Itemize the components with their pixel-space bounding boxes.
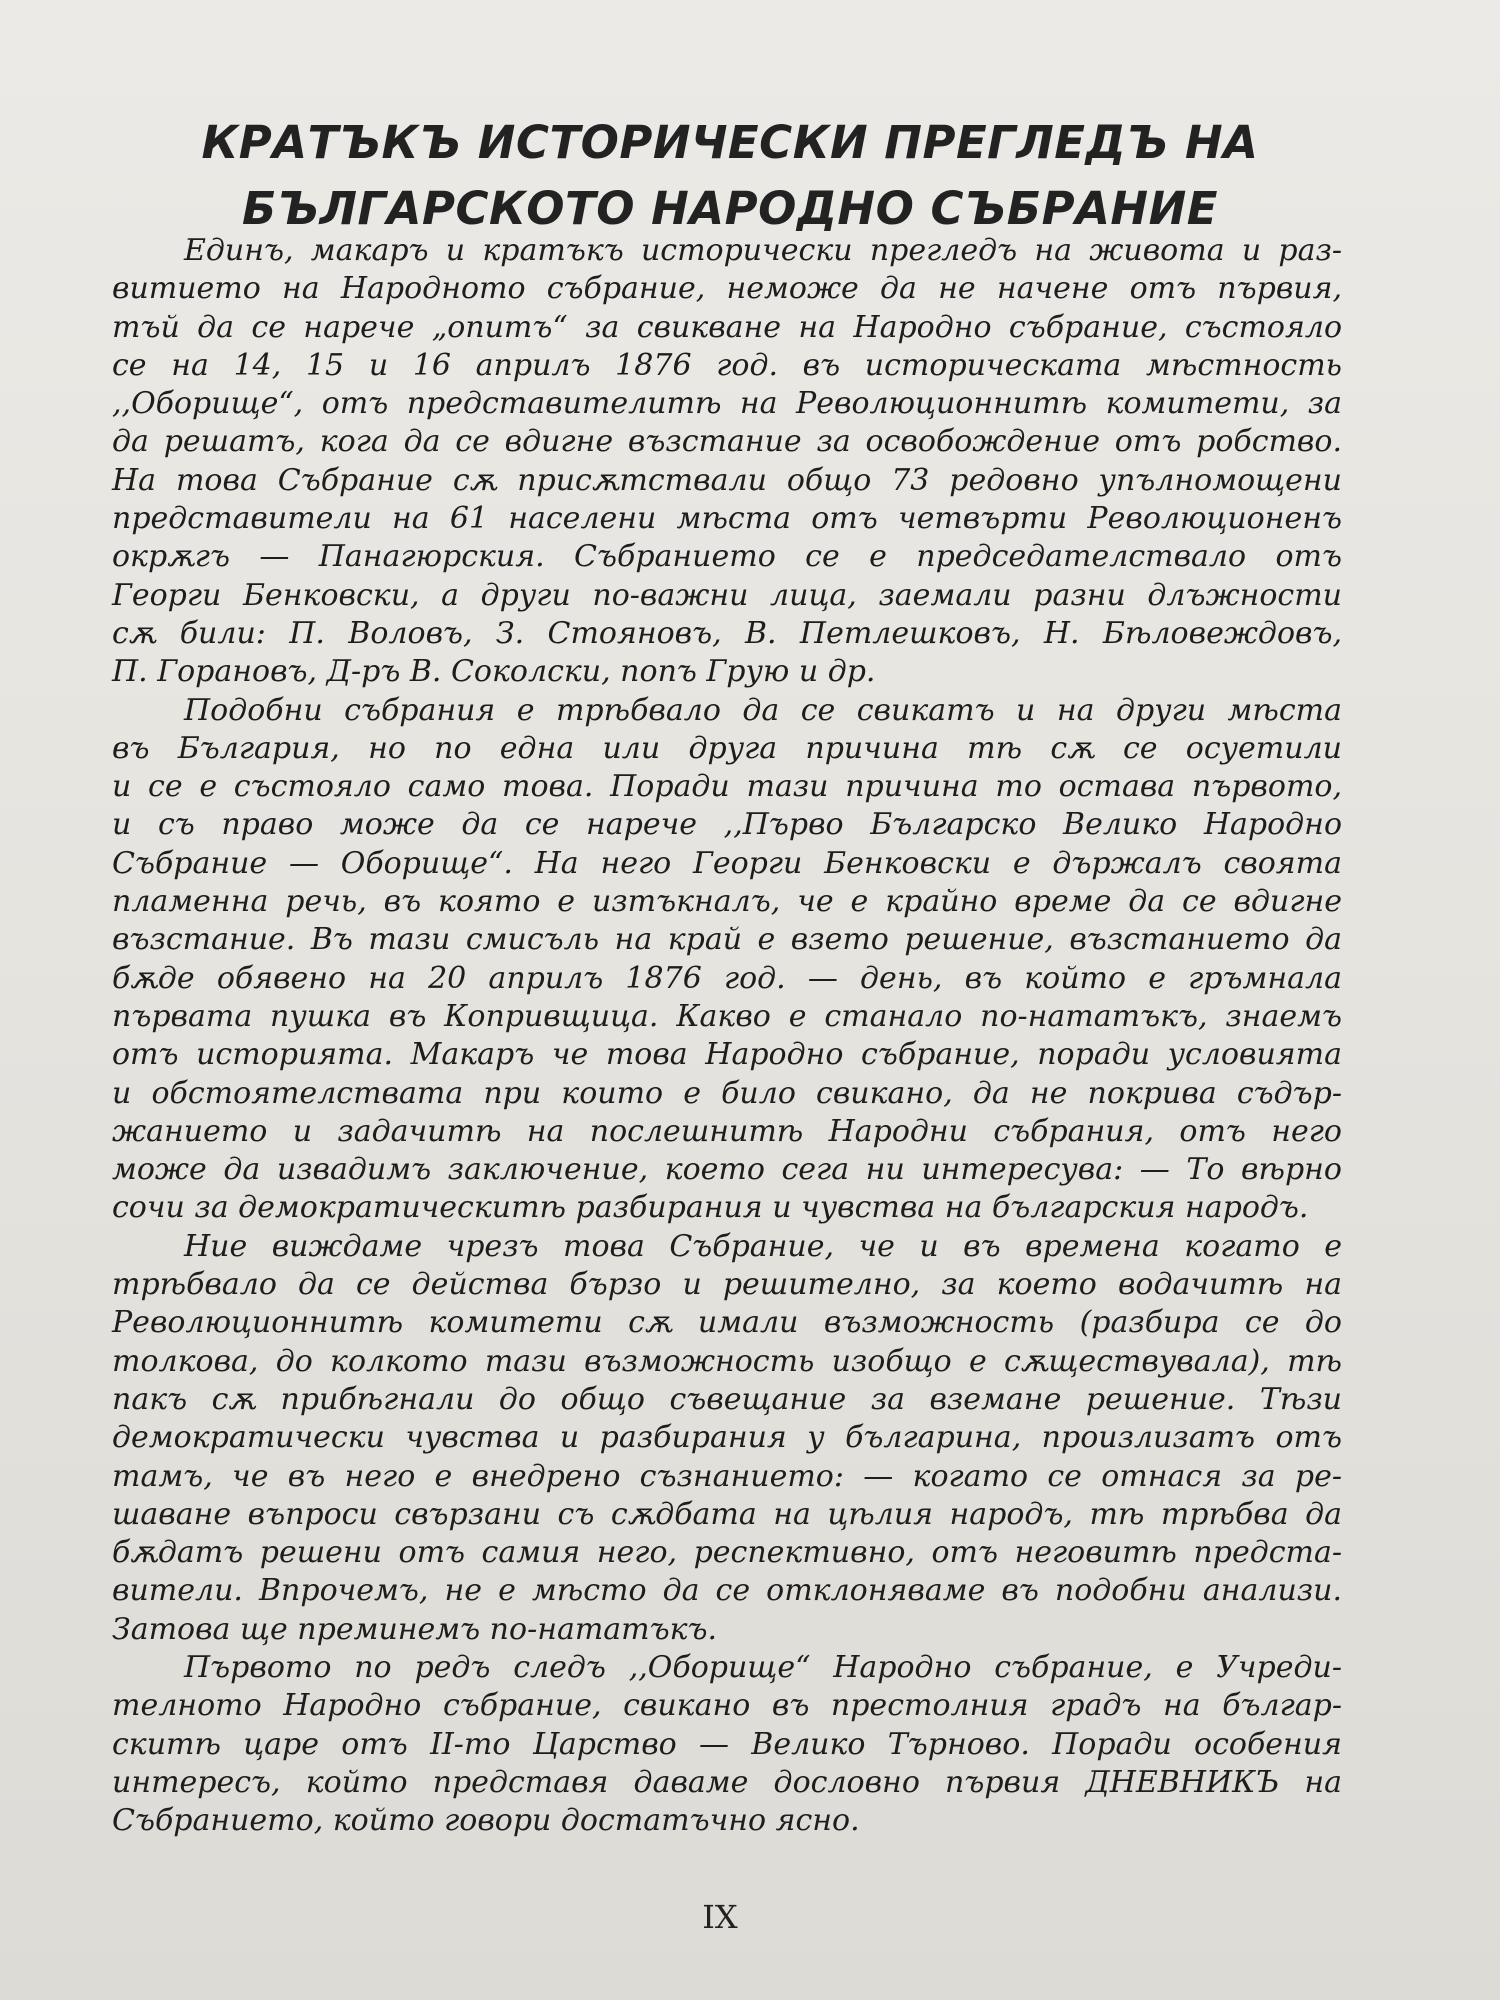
text-line: шаване въпроси свързани съ сѫдбата на цѣлия народъ, тѣ трѣбва да — [112, 1496, 1342, 1532]
paragraph-1 — [112, 232, 1342, 692]
text-line: Единъ, макаръ и кратъкъ исторически прегледъ на живота и раз- — [184, 233, 1342, 268]
text-line: представители на 61 населени мѣста отъ четвърти Революционенъ — [112, 501, 1342, 537]
text-line: Революционнитѣ комитети сѫ имали възможность (разбира се до — [112, 1305, 1342, 1341]
page-number: IX — [702, 1898, 738, 1936]
text-line: отъ историята. Макаръ че това Народно събрание, поради условията — [112, 1037, 1342, 1073]
text-line: витието на Народното събрание, неможе да не начене отъ първия, — [112, 271, 1342, 307]
paragraph-4 — [112, 1649, 1342, 1840]
text-line: бѫдатъ решени отъ самия него, респективно, отъ неговитѣ предста- — [112, 1535, 1342, 1571]
title-line-2: БЪЛГАРСКОТО НАРОДНО СЪБРАНИЕ — [242, 182, 1218, 236]
text-line: толкова, до колкото тази възможность изобщо е сѫществувала), тѣ — [112, 1343, 1342, 1379]
text-line: Георги Бенковски, а други по-важни лица, заемали разни длъжности — [112, 577, 1342, 613]
text-line: скитѣ царе отъ II-то Царство — Велико Търново. Поради особения — [112, 1726, 1342, 1762]
text-line: възстание. Въ тази смисъль на край е взето решение, възстанието да — [112, 922, 1342, 958]
text-line: тамъ, че въ него е внедрено съзнанието: — когато се отнася за ре- — [112, 1458, 1342, 1494]
text-line: Събрание — Оборище“. На него Георги Бенковски е държалъ своята — [112, 845, 1342, 881]
text-line: да решатъ, кога да се вдигне възстание за освобождение отъ робство. — [112, 424, 1342, 460]
text-line: и съ право може да се нарече ,,Първо Българско Велико Народно — [112, 807, 1342, 843]
paragraph-3 — [112, 1228, 1342, 1649]
text-line: се на 14, 15 и 16 априлъ 1876 год. въ историческата мѣстность — [112, 347, 1342, 383]
text-line: въ България, но по една или друга причина тѣ сѫ се осуетили — [112, 730, 1342, 766]
text-line: ,,Оборище“, отъ представителитѣ на Революционнитѣ комитети, за — [112, 386, 1342, 422]
paragraph-2 — [112, 692, 1342, 1228]
text-line: бѫде обявено на 20 априлъ 1876 год. — день, въ който е гръмнала — [112, 960, 1342, 996]
text-line: демократически чувства и разбирания у българина, произлизатъ отъ — [112, 1420, 1342, 1456]
text-line: първата пушка въ Копривщица. Какво е станало по-нататъкъ, знаемъ — [112, 998, 1342, 1034]
page-title — [0, 110, 1460, 242]
body-text — [112, 232, 1342, 1840]
text-line: сочи за демократическитѣ разбирания и чувства на българския народъ. — [112, 1190, 1309, 1226]
text-line: пакъ сѫ прибѣгнали до общо съвещание за вземане решение. Тѣзи — [112, 1381, 1342, 1417]
text-line: окрѫгъ — Панагюрския. Събранието се е председателствало отъ — [112, 539, 1342, 575]
text-line: Събранието, който говори достатъчно ясно. — [112, 1803, 860, 1839]
text-line: и обстоятелствата при които е било свикано, да не покрива съдър- — [112, 1075, 1342, 1111]
text-line: трѣбвало да се действа бързо и решително, за което водачитѣ на — [112, 1267, 1342, 1303]
text-line: интересъ, който представя даваме дословно първия ДНЕВНИКЪ на — [112, 1764, 1342, 1800]
text-line: пламенна речь, въ която е изтъкналъ, че е крайно време да се вдигне — [112, 884, 1342, 920]
text-line: Подобни събрания е трѣбвало да се свикатъ и на други мѣста — [184, 692, 1342, 728]
text-line: телното Народно събрание, свикано въ престолния градъ на българ- — [112, 1688, 1342, 1724]
text-line: Затова ще преминемъ по-нататъкъ. — [112, 1611, 718, 1647]
text-line: и се е състояло само това. Поради тази причина то остава първото, — [112, 769, 1342, 805]
text-line: тъй да се нарече „опитъ“ за свикване на Народно събрание, състояло — [112, 309, 1342, 345]
text-line: Ние виждаме чрезъ това Събрание, че и въ времена когато е — [184, 1228, 1342, 1264]
text-line: На това Събрание сѫ присѫтствали общо 73 редовно упълномощени — [112, 462, 1342, 498]
text-line: сѫ били: П. Воловъ, З. Стояновъ, В. Петлешковъ, Н. Бѣловеждовъ, — [112, 615, 1342, 651]
text-line: жанието и задачитѣ на послешнитѣ Народни събрания, отъ него — [112, 1113, 1342, 1149]
title-line-1: КРАТЪКЪ ИСТОРИЧЕСКИ ПРЕГЛЕДЪ НА — [201, 116, 1259, 170]
text-line: може да извадимъ заключение, което сега ни интересува: — То вѣрно — [112, 1152, 1342, 1188]
text-line: Първото по редъ следъ ,,Оборище“ Народно събрание, е Учреди- — [184, 1649, 1342, 1685]
text-line: вители. Впрочемъ, не е мѣсто да се отклоняваме въ подобни анализи. — [112, 1573, 1342, 1609]
text-line: П. Горановъ, Д-ръ В. Соколски, попъ Грую и др. — [112, 654, 876, 690]
